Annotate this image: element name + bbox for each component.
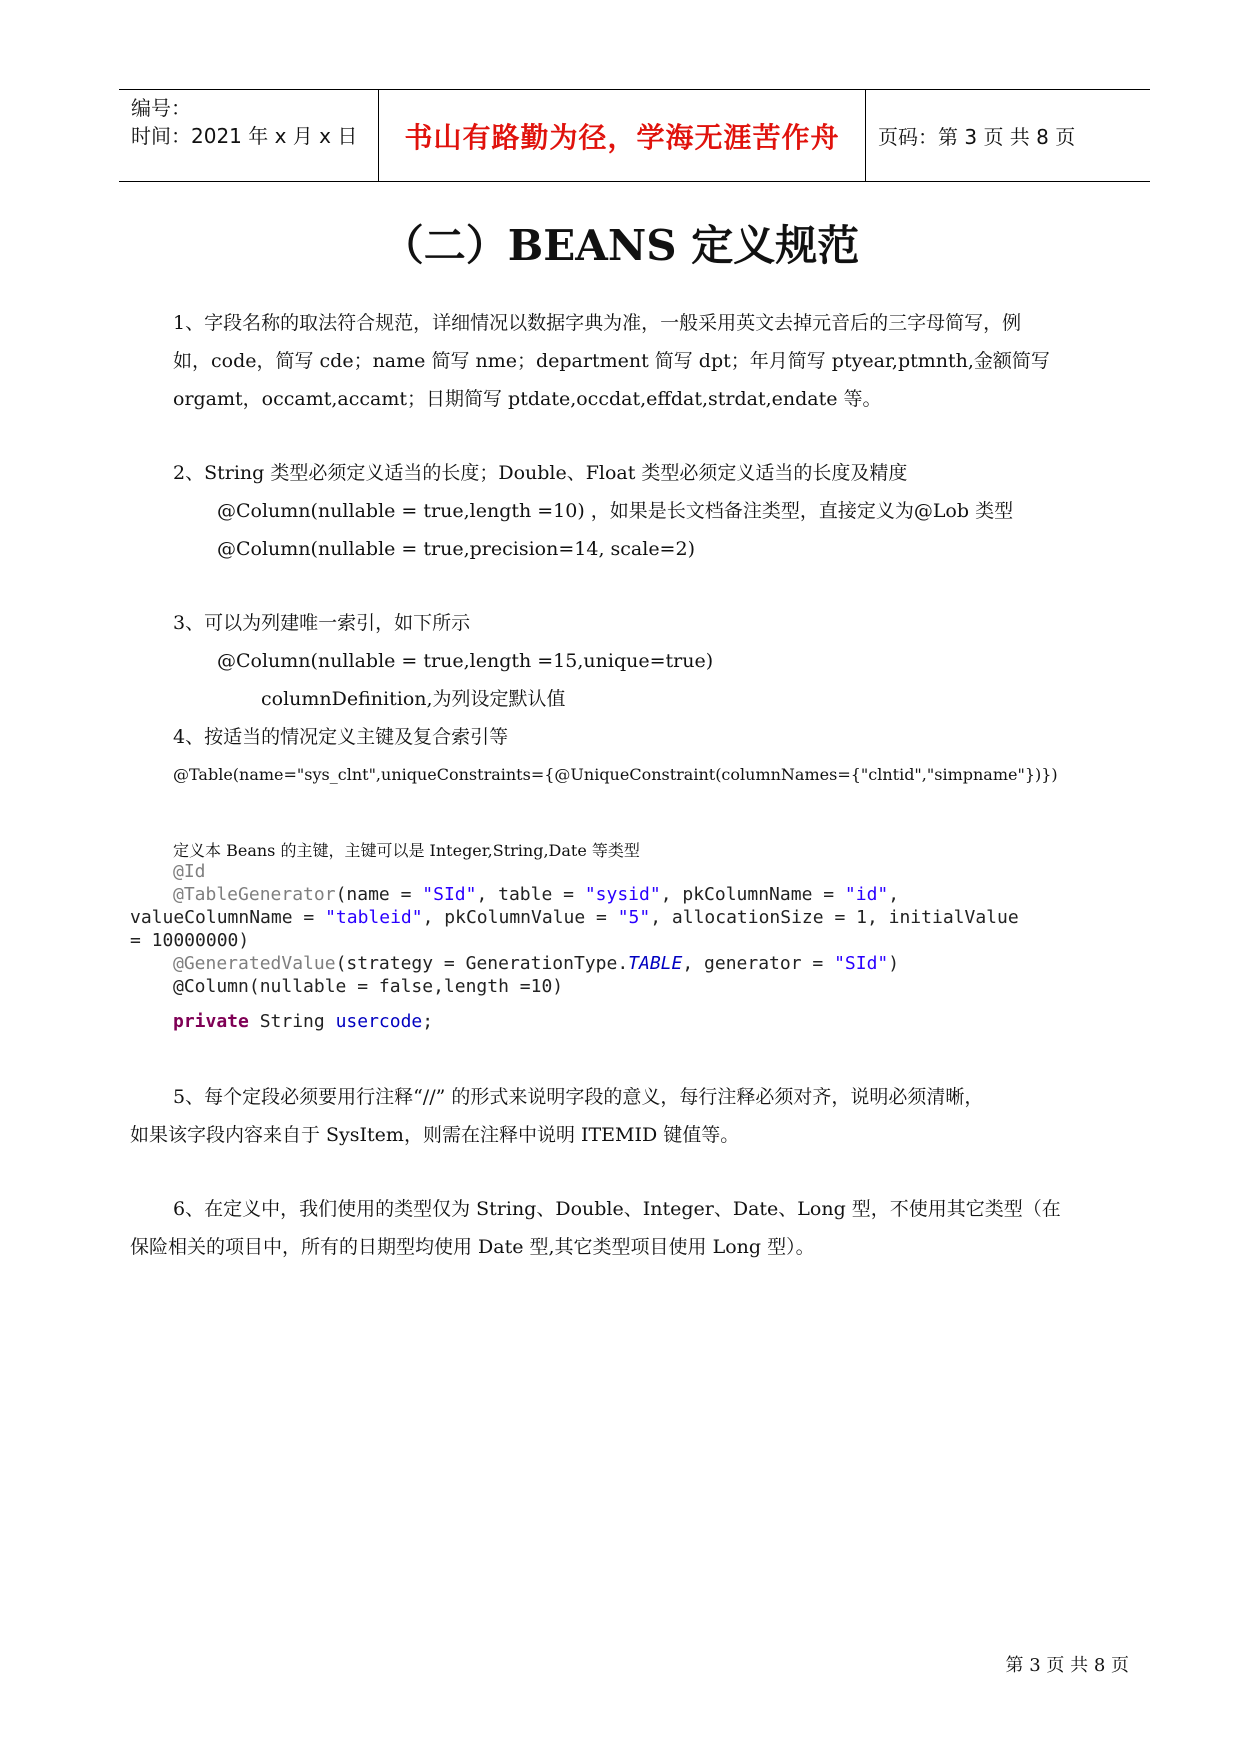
time-label: 时间：2021 年 x 月 x 日 (131, 124, 358, 148)
header-meta (119, 90, 379, 181)
item-3-line-1: 3、可以为列建唯一索引，如下所示 (173, 612, 471, 634)
table-annotation-example: @Table(name="sys_clnt",uniqueConstraints={@UniqueConstraint(columnNames={"clntid","simpname"})}) (173, 765, 1058, 784)
code-id: @Id (173, 861, 206, 882)
number-label: 编号： (131, 96, 191, 120)
code-generated-value: @GeneratedValue(strategy = GenerationType.TABLE, generator = "SId") (173, 953, 900, 974)
page-title: （二）BEANS 定义规范 (381, 221, 860, 270)
item-2-line-3: @Column(nullable = true,precision=14, scale=2) (217, 538, 695, 560)
item-5-line-2: 如果该字段内容来自于 SysItem，则需在注释中说明 ITEMID 键值等。 (130, 1124, 740, 1146)
item-1-line-2: 如，code，简写 cde；name 简写 nme；department 简写 dpt；年月简写 ptyear,ptmnth,金额简写 (173, 350, 1050, 372)
header-page-label: 页码：第 3 页 共 8 页 (878, 125, 1076, 149)
code-table-generator: @TableGenerator(name = "SId", table = "sysid", pkColumnName = "id", (173, 884, 900, 905)
primary-key-note: 定义本 Beans 的主键，主键可以是 Integer,String,Date 等类型 (173, 841, 640, 860)
item-3-line-3: columnDefinition,为列设定默认值 (261, 688, 566, 710)
item-3-line-2: @Column(nullable = true,length =15,unique=true) (217, 650, 714, 672)
item-6-line-1: 6、在定义中，我们使用的类型仅为 String、Double、Integer、Date、Long 型，不使用其它类型（在 (173, 1198, 1061, 1220)
item-2-line-2: @Column(nullable = true,length =10) ，如果是长文档备注类型，直接定义为@Lob 类型 (217, 500, 1014, 522)
code-table-generator-3: = 10000000) (130, 930, 250, 951)
item-5-line-1: 5、每个定段必须要用行注释“//” 的形式来说明字段的意义，每行注释必须对齐，说明必须清晰， (173, 1086, 984, 1108)
item-2-line-1: 2、String 类型必须定义适当的长度；Double、Float 类型必须定义适当的长度及精度 (173, 462, 908, 484)
code-column: @Column(nullable = false,length =10) (173, 976, 564, 997)
header-motto: 书山有路勤为径，学海无涯苦作舟 (379, 90, 866, 181)
page-footer: 第 3 页 共 8 页 (1005, 1655, 1129, 1676)
code-field: private String usercode; (173, 1011, 434, 1032)
item-6-line-2: 保险相关的项目中，所有的日期型均使用 Date 型,其它类型项目使用 Long 型）。 (130, 1236, 815, 1258)
code-table-generator-2: valueColumnName = "tableid", pkColumnValue = "5", allocationSize = 1, initialValue (130, 907, 1019, 928)
item-1-line-1: 1、字段名称的取法符合规范，详细情况以数据字典为准，一般采用英文去掉元音后的三字母简写，例 (173, 312, 1022, 334)
item-1-line-3: orgamt，occamt,accamt；日期简写 ptdate,occdat,effdat,strdat,endate 等。 (173, 388, 882, 410)
page-header (119, 89, 1150, 182)
item-4-line-1: 4、按适当的情况定义主键及复合索引等 (173, 726, 509, 748)
